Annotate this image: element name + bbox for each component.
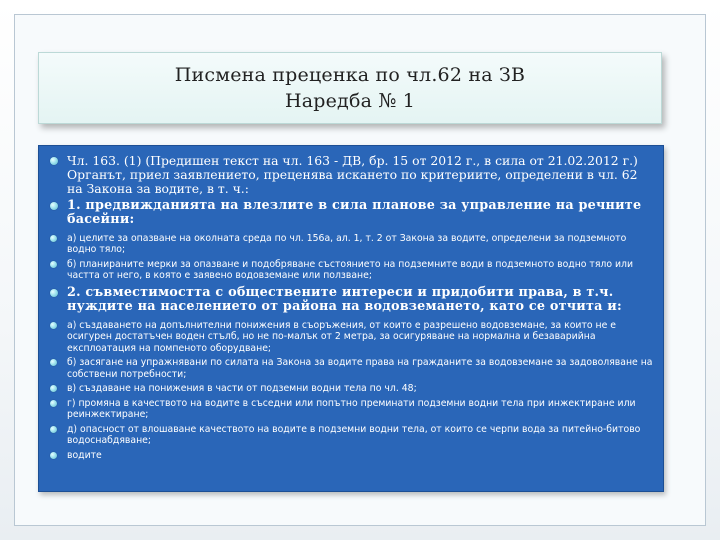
list-item bbox=[49, 154, 653, 197]
list-item bbox=[49, 320, 653, 355]
bullet-icon bbox=[50, 426, 57, 433]
list-item-text: а) създаването на допълнителни понижения в съоръжения, от които е разрешено водовземане, за които не е осигурен достатъчен воден стълб, но не по-малък от 2 метра, за осигуряване на нормална и безаварийна експлоатация на помпеното оборудване; bbox=[67, 319, 616, 354]
list-item bbox=[49, 286, 653, 315]
list-item bbox=[49, 383, 653, 395]
list-item bbox=[49, 398, 653, 421]
bullet-icon bbox=[50, 289, 58, 297]
list-item bbox=[49, 357, 653, 380]
bullet-icon bbox=[50, 385, 57, 392]
list-item bbox=[49, 259, 653, 282]
bullet-icon bbox=[50, 452, 57, 459]
list-item-text: в) създаване на понижения в части от подземни водни тела по чл. 48; bbox=[67, 383, 417, 395]
list-item-text: 2. съвместимостта с обществените интереси и придобити права, в т.ч. нуждите на населението от района на водовземането, като се отчита и: bbox=[67, 284, 622, 315]
list-item bbox=[49, 199, 653, 228]
slide-title-line-1: Писмена преценка по чл.62 на ЗВ bbox=[174, 64, 526, 86]
list-item bbox=[49, 424, 653, 447]
bullet-icon bbox=[50, 202, 58, 210]
list-item-text: водите bbox=[67, 449, 102, 461]
bullet-icon bbox=[50, 322, 57, 329]
list-item-text: 1. предвижданията на влезлите в сила планове за управление на речните басейни: bbox=[67, 197, 642, 228]
title-box bbox=[38, 52, 662, 124]
bullet-icon bbox=[50, 359, 57, 366]
list-item-text: б) засягане на упражнявани по силата на Закона за водите права на гражданите за водовземане за задоволяване на собствени потребности; bbox=[67, 357, 653, 380]
list-item-text: Чл. 163. (1) (Предишен текст на чл. 163 - ДВ, бр. 15 от 2012 г., в сила от 21.02.2012 г.) Органът, приел заявлението, преценява искането по критериите, определени в чл. 62 на Закона за водите, в т. ч.: bbox=[67, 153, 638, 197]
bullet-icon bbox=[50, 235, 57, 242]
list-item bbox=[49, 450, 653, 462]
list-item bbox=[49, 233, 653, 256]
bullet-list bbox=[39, 146, 663, 461]
slide-title-line-2: Наредба № 1 bbox=[284, 90, 416, 112]
bullet-icon bbox=[50, 400, 57, 407]
bullet-icon bbox=[50, 157, 58, 165]
list-item-text: б) планираните мерки за опазване и подобряване състоянието на подземните води в подземното водно тяло или частта от него, в която е заявено водовземане или ползване; bbox=[67, 258, 634, 282]
list-item-text: д) опасност от влошаване качеството на водите в подземни водни тела, от които се черпи вода за питейно-битово водоснабдяване; bbox=[67, 423, 641, 447]
bullet-icon bbox=[50, 261, 57, 268]
list-item-text: а) целите за опазване на околната среда по чл. 156а, ал. 1, т. 2 от Закона за водите, определени за подземното водно тяло; bbox=[67, 232, 627, 256]
list-item-text: г) промяна в качеството на водите в съседни или попътно преминати подземни водни тела при инжектиране или реинжектиране; bbox=[67, 397, 636, 421]
content-box bbox=[38, 145, 664, 492]
